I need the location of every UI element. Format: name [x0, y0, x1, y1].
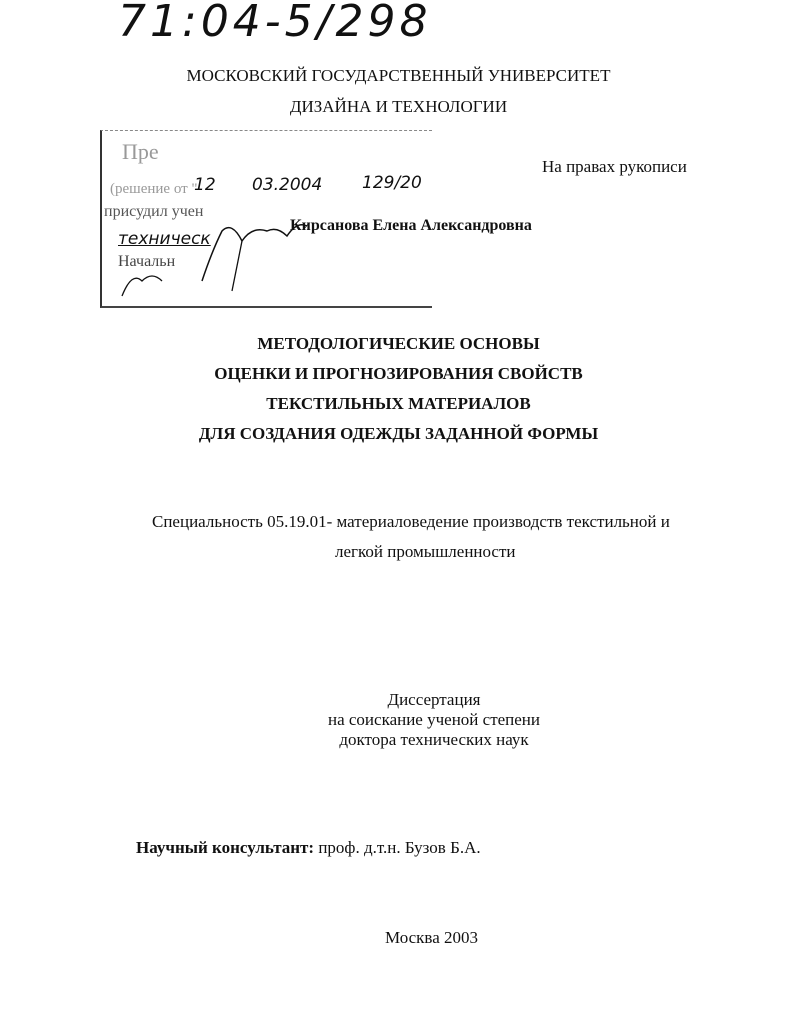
degree-line-1: Диссертация — [387, 690, 481, 709]
place-year: Москва 2003 — [385, 928, 479, 947]
stamp-date: 03.2004 — [252, 175, 323, 195]
manuscript-note: На правах рукописи — [542, 157, 687, 176]
consultant-label: Научный консультант: — [136, 838, 315, 857]
university-line-1: МОСКОВСКИЙ ГОСУДАРСТВЕННЫЙ УНИВЕРСИТЕТ — [186, 66, 611, 85]
degree-line-3: доктора технических наук — [339, 730, 529, 749]
consultant — [136, 838, 481, 858]
degree-line-2: на соискание ученой степени — [327, 710, 541, 729]
archive-number: 71:04-5/298 — [118, 0, 432, 47]
specialty-line-1: Специальность 05.19.01- материаловедение производств текстильной и — [152, 512, 670, 531]
stamp-line-3: присудил учен — [104, 203, 204, 220]
stamp-line-2: (решение от " — [110, 181, 198, 197]
stamp-line-1: Пре — [122, 139, 159, 164]
title-line-3: ТЕКСТИЛЬНЫХ МАТЕРИАЛОВ — [266, 394, 531, 413]
specialty-line-2: легкой промышленности — [335, 542, 516, 561]
stamp-handwritten-field: техническ — [118, 229, 211, 249]
title-line-1: МЕТОДОЛОГИЧЕСКИЕ ОСНОВЫ — [257, 334, 540, 353]
university-line-2: ДИЗАЙНА И ТЕХНОЛОГИИ — [289, 97, 508, 116]
stamp-day: 12 — [194, 175, 216, 195]
consultant-value: проф. д.т.н. Бузов Б.А. — [314, 838, 481, 857]
author-name: Кирсанова Елена Александровна — [290, 217, 532, 234]
stamp-number: 129/20 — [362, 173, 422, 193]
title-line-4: ДЛЯ СОЗДАНИЯ ОДЕЖДЫ ЗАДАННОЙ ФОРМЫ — [198, 424, 599, 443]
title-line-2: ОЦЕНКИ И ПРОГНОЗИРОВАНИЯ СВОЙСТВ — [214, 364, 583, 383]
stamp-line-4: Начальн — [118, 253, 176, 270]
